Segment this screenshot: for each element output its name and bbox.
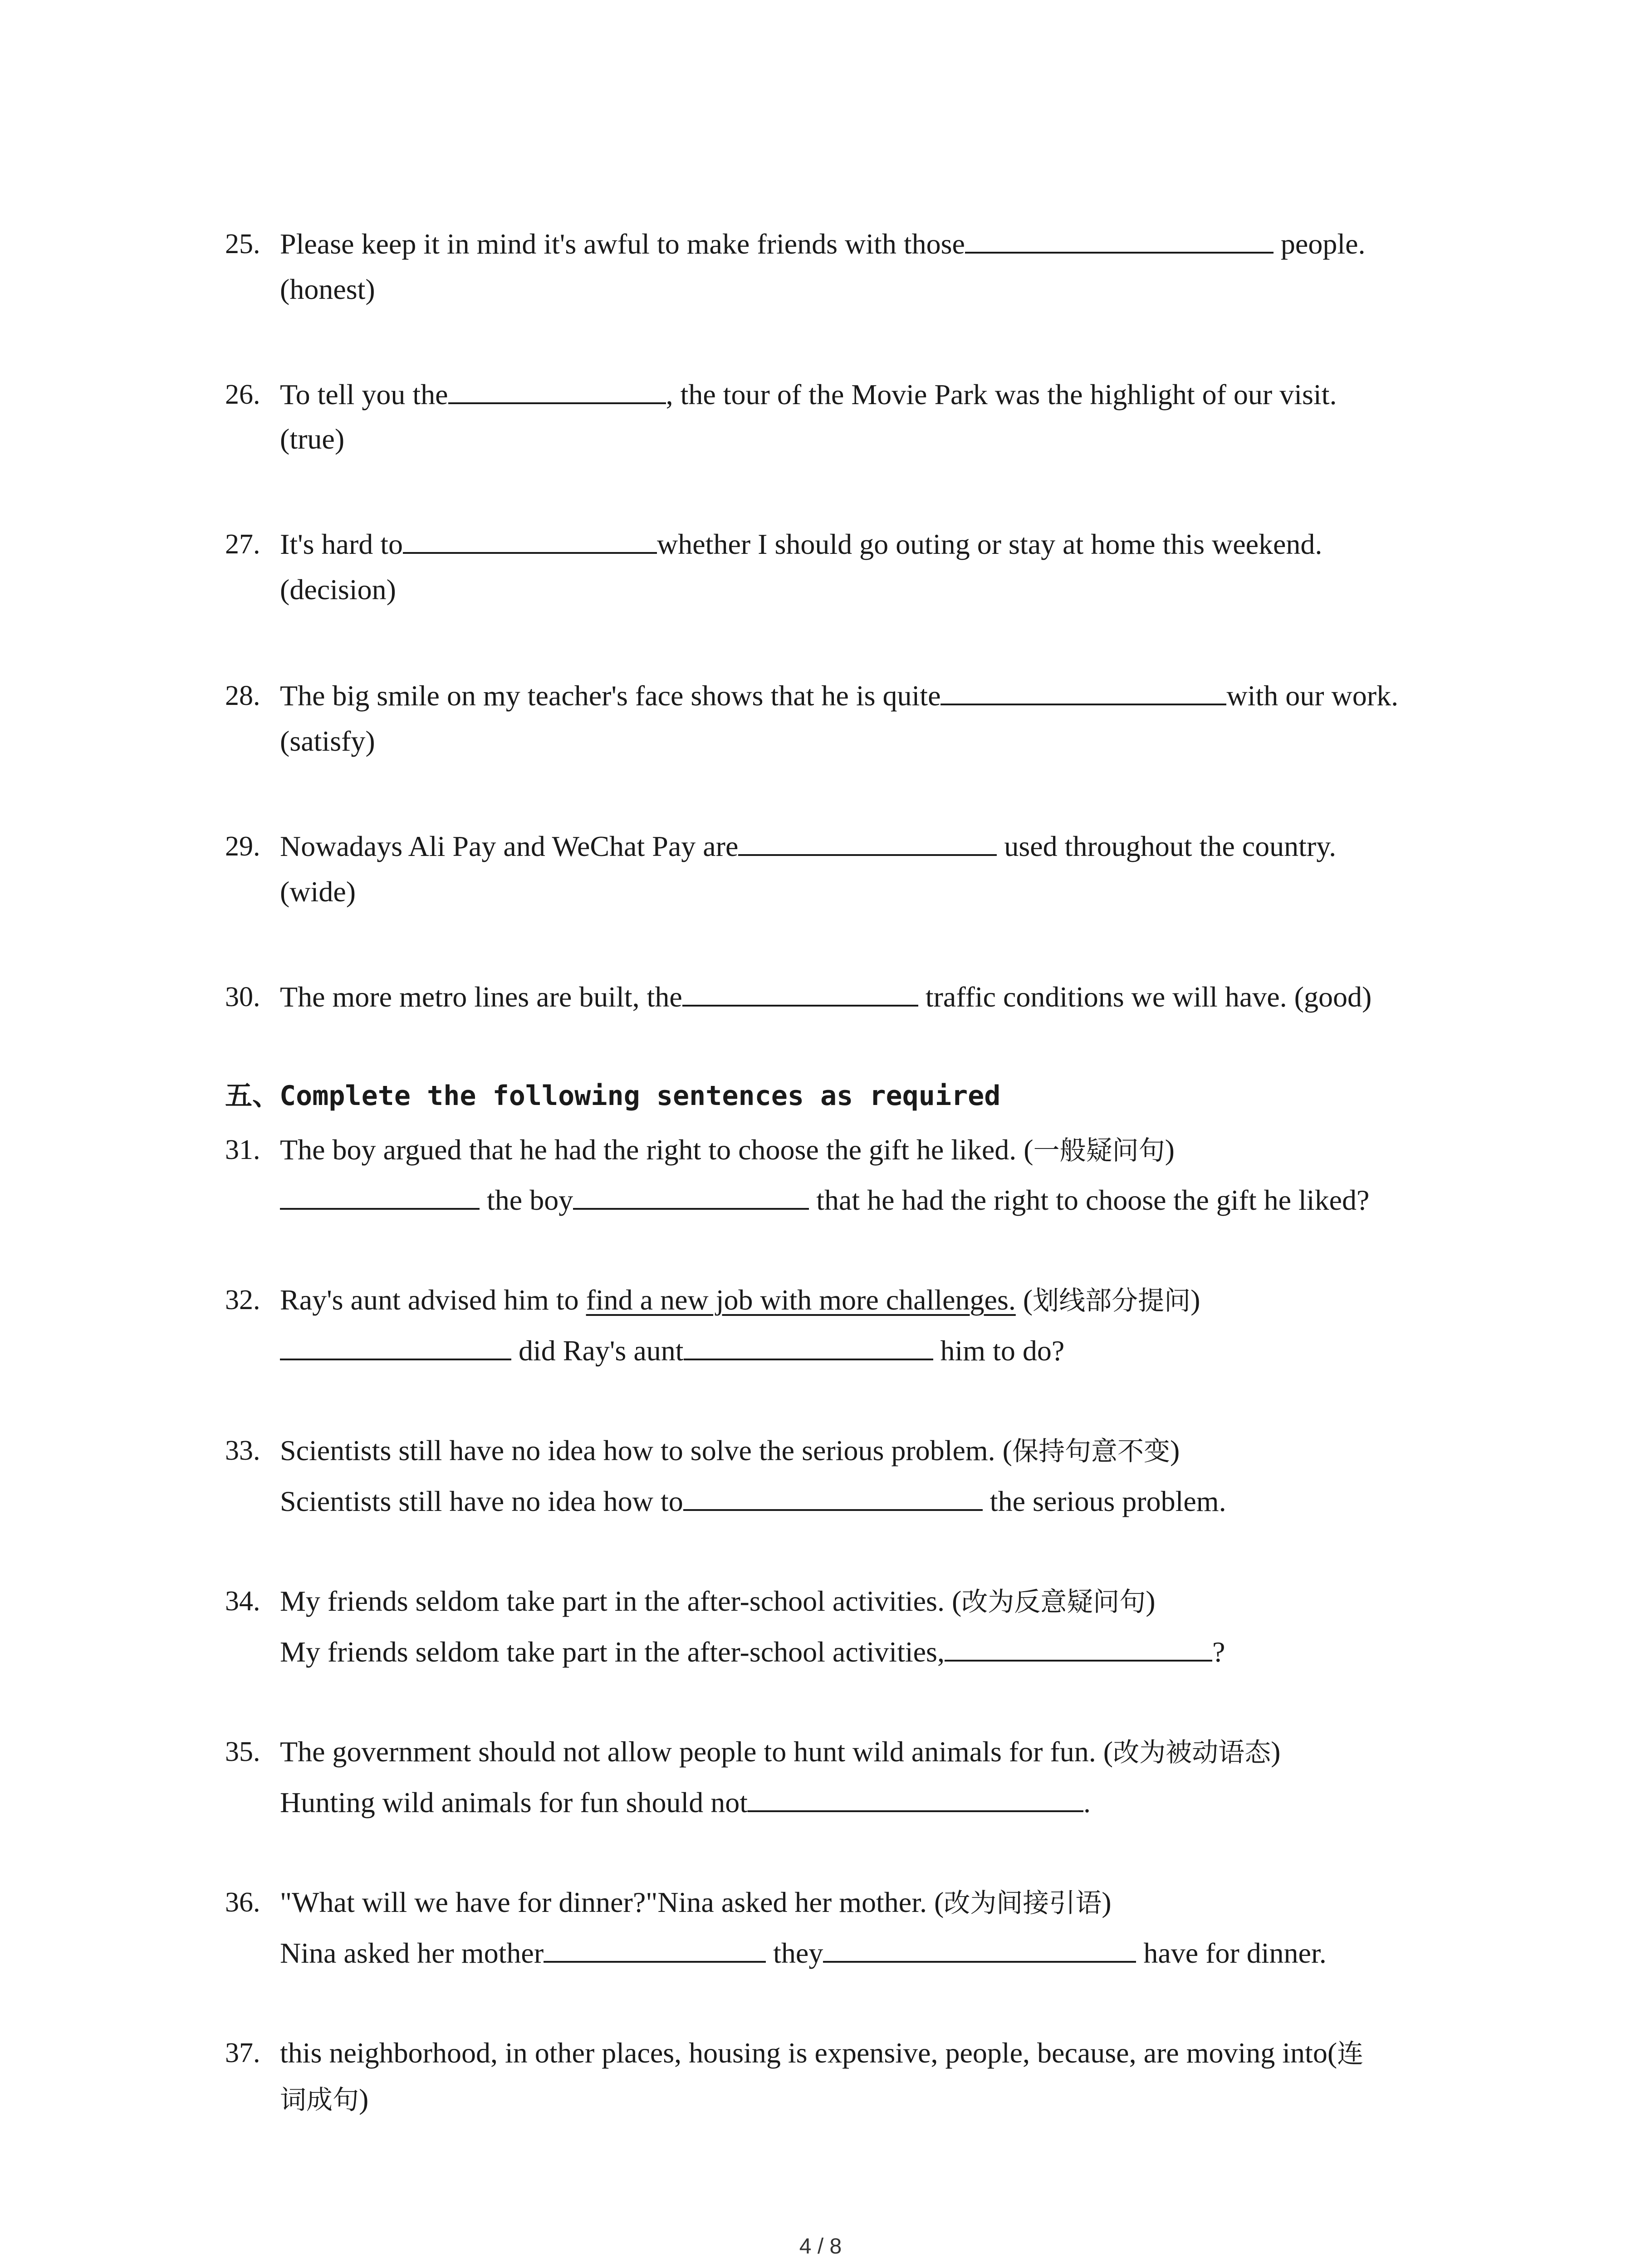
question-text-end: traffic conditions we will have. (good) <box>918 981 1372 1013</box>
question-number: 37. <box>225 2038 260 2068</box>
word-hint: (honest) <box>280 273 375 305</box>
answer-text: Scientists still have no idea how to <box>280 1485 683 1517</box>
answer-text-end: have for dinner. <box>1136 1937 1327 1969</box>
answer-blank[interactable] <box>684 1333 933 1360</box>
question-number: 34. <box>225 1586 260 1617</box>
answer-blank[interactable] <box>682 979 918 1007</box>
answer-blank[interactable] <box>941 678 1226 705</box>
question-number: 33. <box>225 1435 260 1466</box>
question-text: "What will we have for dinner?"Nina asked her mother. ( <box>280 1886 944 1918</box>
question-number: 35. <box>225 1736 260 1767</box>
question-number: 28. <box>225 680 260 711</box>
answer-blank[interactable] <box>683 1484 983 1511</box>
answer-blank[interactable] <box>448 377 666 404</box>
answer-text: My friends seldom take part in the after-school activities, <box>280 1636 945 1668</box>
answer-text: they <box>766 1937 823 1969</box>
close-paren: ) <box>1146 1585 1156 1617</box>
question-text: My friends seldom take part in the after-school activities. ( <box>280 1585 962 1617</box>
question-number: 36. <box>225 1887 260 1918</box>
close-paren: ) <box>1271 1735 1281 1768</box>
close-paren: ) <box>1170 1434 1180 1466</box>
answer-blank[interactable] <box>403 527 657 554</box>
answer-text-end: that he had the right to choose the gift he liked? <box>809 1184 1370 1216</box>
question-text-end: people. <box>1273 228 1366 260</box>
question-text: The more metro lines are built, the <box>280 981 682 1013</box>
close-paren: ) <box>359 2083 369 2115</box>
question-text: Please keep it in mind it's awful to make friends with those <box>280 228 965 260</box>
instruction-tag: 改为反意疑问句 <box>961 1586 1146 1617</box>
word-hint: (satisfy) <box>280 725 375 757</box>
answer-blank[interactable] <box>738 829 997 856</box>
question-text: The boy argued that he had the right to choose the gift he liked. ( <box>280 1134 1034 1166</box>
answer-text: Hunting wild animals for fun should not <box>280 1786 748 1818</box>
instruction-tag: 划线部分提问 <box>1033 1285 1191 1316</box>
open-paren: ( <box>1015 1284 1033 1316</box>
answer-text-end: ? <box>1212 1636 1225 1668</box>
question-text: Scientists still have no idea how to solve the serious problem. ( <box>280 1434 1012 1466</box>
answer-blank[interactable] <box>544 1936 766 1963</box>
close-paren: ) <box>1102 1886 1112 1918</box>
answer-text: did Ray's aunt <box>511 1334 684 1367</box>
question-text-end: , the tour of the Movie Park was the highlight of our visit. <box>666 378 1337 411</box>
question-text-end: with our work. <box>1226 679 1399 712</box>
question-text: The big smile on my teacher's face shows that he is quite <box>280 679 941 712</box>
question-number: 27. <box>225 529 260 560</box>
instruction-tag: 词成句 <box>280 2084 359 2115</box>
question-number: 30. <box>225 982 260 1012</box>
answer-text-end: the serious problem. <box>982 1485 1226 1517</box>
answer-blank[interactable] <box>748 1785 1083 1812</box>
question-text: The government should not allow people to hunt wild animals for fun. ( <box>280 1735 1113 1768</box>
answer-blank[interactable] <box>573 1183 809 1210</box>
question-text: this neighborhood, in other places, housing is expensive, people, because, are moving into( <box>280 2037 1337 2069</box>
answer-text: the boy <box>480 1184 573 1216</box>
question-text: Ray's aunt advised him to <box>280 1284 586 1316</box>
answer-text-end: him to do? <box>933 1334 1065 1367</box>
question-number: 25. <box>225 229 260 259</box>
answer-blank[interactable] <box>280 1183 480 1210</box>
question-text: To tell you the <box>280 378 448 411</box>
question-number: 32. <box>225 1285 260 1315</box>
answer-blank[interactable] <box>280 1333 511 1360</box>
instruction-tag: 一般疑问句 <box>1033 1135 1165 1166</box>
instruction-tag: 改为间接引语 <box>944 1887 1102 1918</box>
question-number: 29. <box>225 831 260 862</box>
close-paren: ) <box>1190 1284 1200 1316</box>
question-text: Nowadays Ali Pay and WeChat Pay are <box>280 830 739 862</box>
answer-text-end: . <box>1083 1786 1091 1818</box>
instruction-tag: 保持句意不变 <box>1012 1436 1170 1466</box>
question-text-end: whether I should go outing or stay at home this weekend. <box>657 528 1323 560</box>
question-text-end: used throughout the country. <box>997 830 1337 862</box>
answer-blank[interactable] <box>823 1936 1136 1963</box>
word-hint: (decision) <box>280 573 396 606</box>
answer-blank[interactable] <box>965 226 1274 254</box>
word-hint: (true) <box>280 423 345 455</box>
answer-text: Nina asked her mother <box>280 1937 544 1969</box>
question-text: It's hard to <box>280 528 403 560</box>
question-number: 26. <box>225 379 260 410</box>
word-hint: (wide) <box>280 875 356 908</box>
underlined-part: find a new job with more challenges. <box>586 1284 1016 1316</box>
answer-blank[interactable] <box>945 1634 1212 1662</box>
instruction-tag: 改为被动语态 <box>1113 1737 1271 1768</box>
page-number: 4 / 8 <box>799 2234 842 2258</box>
section-heading: 五、Complete the following sentences as required <box>225 1080 1001 1112</box>
question-number: 31. <box>225 1134 260 1165</box>
close-paren: ) <box>1165 1134 1175 1166</box>
instruction-tag: 连 <box>1337 2038 1364 2069</box>
